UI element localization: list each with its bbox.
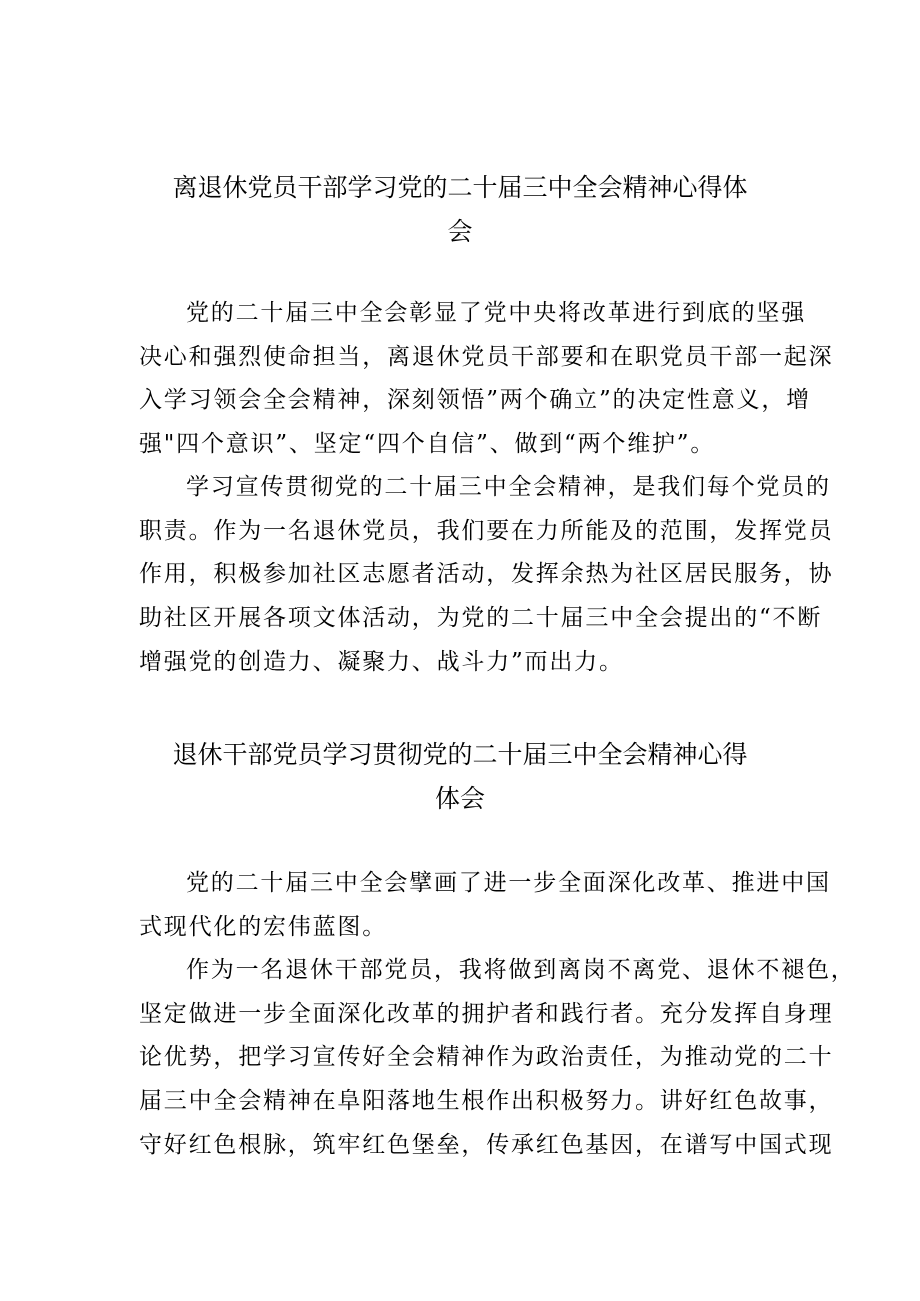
paragraph-line: 强"四个意识”、坚定“四个自信”、做到“两个维护”。 (139, 431, 716, 458)
section-2-title (0, 733, 920, 821)
paragraph-line: 党的二十届三中全会擘画了进一步全面深化改革、推进中国 (186, 870, 831, 896)
section-1-paragraph-2 (139, 466, 834, 685)
section-1-title-line-2: 会 (447, 217, 473, 246)
section-2-title-line-2: 体会 (434, 784, 485, 813)
paragraph-line: 坚定做进一步全面深化改革的拥护者和践行者。充分发挥自身理 (139, 1000, 834, 1027)
section-2-title-line-1: 退休干部党员学习贯彻党的二十届三中全会精神心得 (172, 740, 748, 769)
section-2-paragraph-1 (139, 862, 831, 949)
section-2-paragraph-2 (139, 949, 856, 1168)
paragraph-line: 党的二十届三中全会彰显了党中央将改革进行到底的坚强 (186, 300, 806, 326)
paragraph-line: 学习宣传贯彻党的二十届三中全会精神，是我们每个党员的 (186, 474, 831, 500)
section-1-title (0, 166, 920, 254)
section-1-title-line-1: 离退休党员干部学习党的二十届三中全会精神心得体 (172, 173, 748, 202)
paragraph-line: 入学习领会全会精神，深刻领悟”两个确立”的决定性意义，增 (139, 387, 811, 414)
paragraph-line: 式现代化的宏伟蓝图。 (139, 913, 387, 940)
paragraph-line: 守好红色根脉，筑牢红色堡垒，传承红色基因，在谱写中国式现 (139, 1131, 834, 1158)
paragraph-line: 增强党的创造力、凝聚力、战斗力”而出力。 (139, 648, 624, 675)
paragraph-line: 作为一名退休干部党员，我将做到离岗不离党、退休不褪色， (186, 957, 856, 983)
paragraph-line: 职责。作为一名退休党员，我们要在力所能及的范围，发挥党员 (139, 517, 834, 544)
paragraph-line: 届三中全会精神在阜阳落地生根作出积极努力。讲好红色故事， (139, 1088, 834, 1115)
paragraph-line: 助社区开展各项文体活动，为党的二十届三中全会提出的“不断 (139, 605, 823, 632)
paragraph-line: 作用，积极参加社区志愿者活动，发挥余热为社区居民服务，协 (139, 561, 834, 588)
section-1-paragraph-1 (139, 292, 834, 467)
paragraph-line: 决心和强烈使命担当，离退休党员干部要和在职党员干部一起深 (139, 343, 834, 370)
paragraph-line: 论优势，把学习宣传好全会精神作为政治责任，为推动党的二十 (139, 1044, 834, 1071)
